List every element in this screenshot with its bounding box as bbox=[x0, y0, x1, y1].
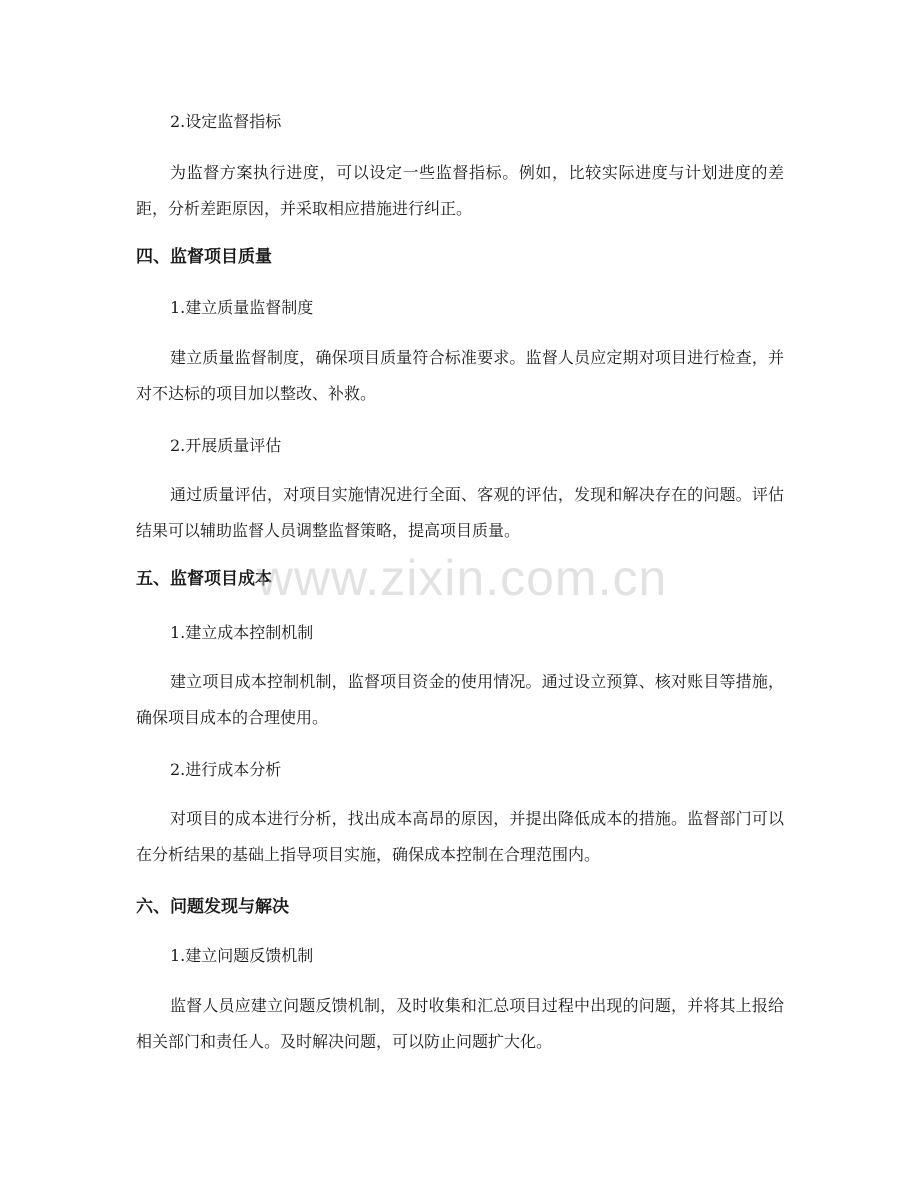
paragraph: 对项目的成本进行分析，找出成本高昂的原因，并提出降低成本的措施。监督部门可以在分析结果的基础上指导项目实施，确保成本控制在合理范围内。 bbox=[136, 809, 784, 864]
subsection-title: 2.开展质量评估 bbox=[170, 436, 282, 455]
subsection-title: 2.进行成本分析 bbox=[170, 760, 282, 779]
watermark: www.zixin.com.cn bbox=[256, 550, 668, 606]
paragraph: 建立项目成本控制机制，监督项目资金的使用情况。通过设立预算、核对账目等措施，确保项目成本的合理使用。 bbox=[136, 672, 784, 727]
paragraph: 通过质量评估，对项目实施情况进行全面、客观的评估，发现和解决存在的问题。评估结果可以辅助监督人员调整监督策略，提高项目质量。 bbox=[136, 485, 784, 540]
subsection-title: 1.建立质量监督制度 bbox=[170, 298, 314, 317]
subsection-title: 1.建立问题反馈机制 bbox=[170, 946, 314, 965]
section-heading: 六、问题发现与解决 bbox=[136, 897, 289, 917]
paragraph: 监督人员应建立问题反馈机制，及时收集和汇总项目过程中出现的问题，并将其上报给相关部门和责任人。及时解决问题，可以防止问题扩大化。 bbox=[136, 996, 784, 1051]
subsection-title: 1.建立成本控制机制 bbox=[170, 623, 314, 642]
section-heading: 四、监督项目质量 bbox=[136, 247, 272, 267]
paragraph: 为监督方案执行进度，可以设定一些监督指标。例如，比较实际进度与计划进度的差距，分析差距原因，并采取相应措施进行纠正。 bbox=[136, 163, 784, 218]
subsection-title: 2.设定监督指标 bbox=[170, 112, 282, 131]
section-heading: 五、监督项目成本 bbox=[136, 569, 272, 589]
paragraph: 建立质量监督制度，确保项目质量符合标准要求。监督人员应定期对项目进行检查，并对不达标的项目加以整改、补救。 bbox=[136, 348, 784, 403]
